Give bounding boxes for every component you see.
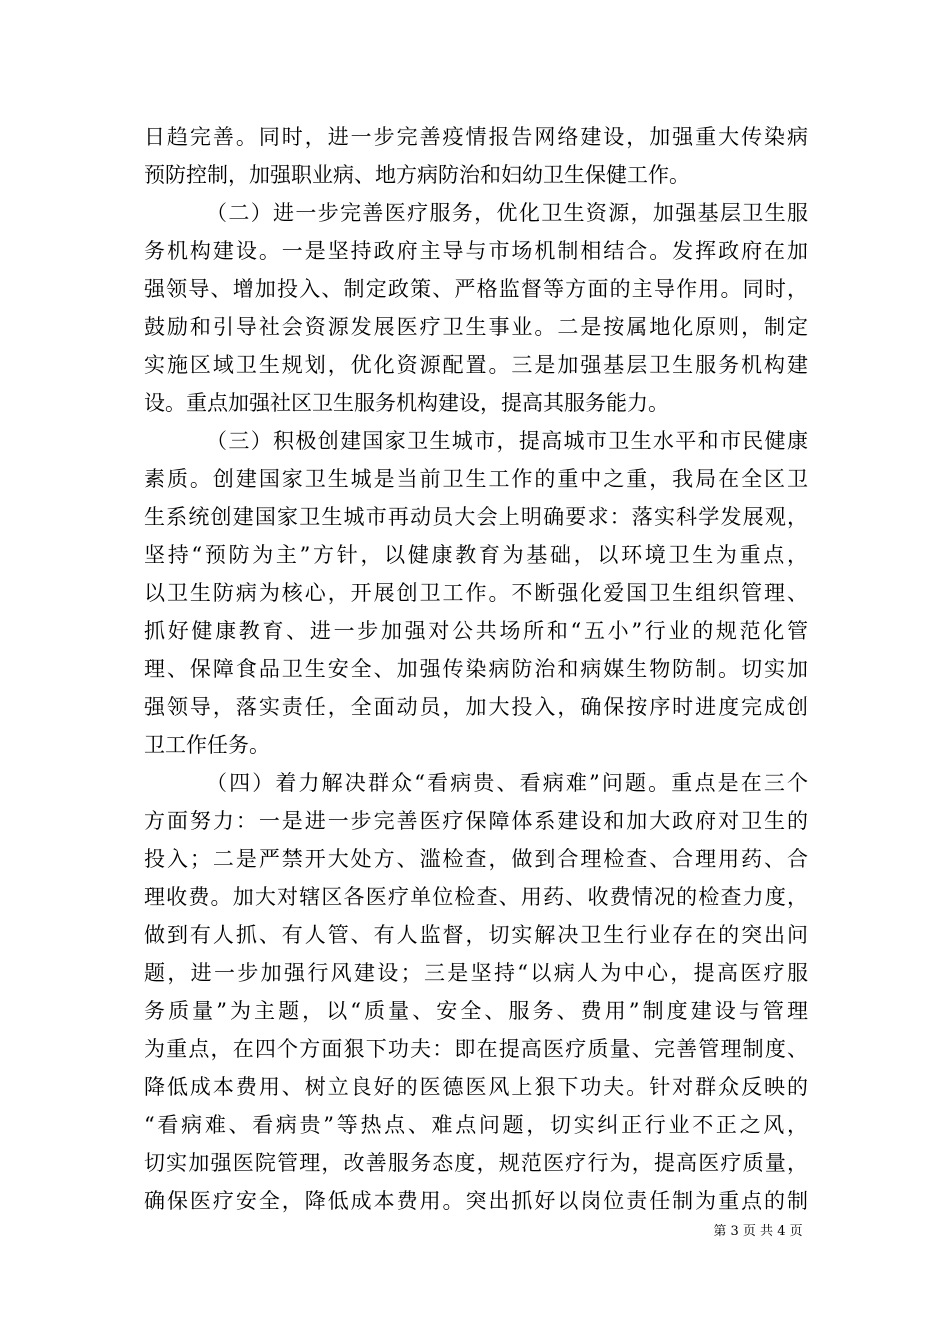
paragraph-3 xyxy=(144,422,808,764)
text-line: 做到有人抓、有人管、有人监督，切实解决卫生行业存在的突出问 xyxy=(144,923,808,947)
text-line: 坚持“预防为主”方针，以健康教育为基础，以环境卫生为重点， xyxy=(144,543,808,567)
text-line: 预防控制，加强职业病、地方病防治和妇幼卫生保健工作。 xyxy=(144,163,690,187)
text-line: 实施区域卫生规划，优化资源配置。三是加强基层卫生服务机构建 xyxy=(144,353,808,377)
paragraph-4 xyxy=(144,764,808,1220)
text-line: （四）着力解决群众“看病贵、看病难”问题。重点是在三个 xyxy=(206,771,808,795)
text-line: “看病难、看病贵”等热点、难点问题，切实纠正行业不正之风， xyxy=(144,1113,808,1137)
text-line: 题，进一步加强行风建设；三是坚持“以病人为中心，提高医疗服 xyxy=(144,961,808,985)
paragraph-2 xyxy=(144,194,808,422)
text-line: （三）积极创建国家卫生城市，提高城市卫生水平和市民健康 xyxy=(206,429,808,453)
text-line: 强领导，落实责任，全面动员，加大投入，确保按序时进度完成创 xyxy=(144,695,808,719)
text-line: 理收费。加大对辖区各医疗单位检查、用药、收费情况的检查力度， xyxy=(144,885,808,909)
text-line: 强领导、增加投入、制定政策、严格监督等方面的主导作用。同时， xyxy=(144,277,808,301)
text-line: 务机构建设。一是坚持政府主导与市场机制相结合。发挥政府在加 xyxy=(144,239,808,263)
document-body xyxy=(144,118,808,1220)
paragraph-1-continued xyxy=(144,118,808,194)
text-line: （二）进一步完善医疗服务，优化卫生资源，加强基层卫生服 xyxy=(206,201,808,225)
text-line: 生系统创建国家卫生城市再动员大会上明确要求：落实科学发展观， xyxy=(144,505,808,529)
text-line: 务质量”为主题，以“质量、安全、服务、费用”制度建设与管理 xyxy=(144,999,808,1023)
text-line: 抓好健康教育、进一步加强对公共场所和“五小”行业的规范化管 xyxy=(144,619,808,643)
text-line: 为重点，在四个方面狠下功夫：即在提高医疗质量、完善管理制度、 xyxy=(144,1037,808,1061)
text-line: 确保医疗安全，降低成本费用。突出抓好以岗位责任制为重点的制 xyxy=(144,1189,808,1213)
text-line: 投入；二是严禁开大处方、滥检查，做到合理检查、合理用药、合 xyxy=(144,847,808,871)
text-line: 以卫生防病为核心，开展创卫工作。不断强化爱国卫生组织管理、 xyxy=(144,581,808,605)
text-line: 方面努力：一是进一步完善医疗保障体系建设和加大政府对卫生的 xyxy=(144,809,808,833)
text-line: 卫工作任务。 xyxy=(144,733,270,757)
text-line: 日趋完善。同时，进一步完善疫情报告网络建设，加强重大传染病 xyxy=(144,125,808,149)
text-line: 设。重点加强社区卫生服务机构建设，提高其服务能力。 xyxy=(144,391,669,415)
page-footer xyxy=(0,1220,950,1239)
text-line: 素质。创建国家卫生城是当前卫生工作的重中之重，我局在全区卫 xyxy=(144,467,808,491)
text-line: 理、保障食品卫生安全、加强传染病防治和病媒生物防制。切实加 xyxy=(144,657,808,681)
text-line: 切实加强医院管理，改善服务态度，规范医疗行为，提高医疗质量， xyxy=(144,1151,808,1175)
text-line: 鼓励和引导社会资源发展医疗卫生事业。二是按属地化原则，制定 xyxy=(144,315,808,339)
text-line: 降低成本费用、树立良好的医德医风上狠下功夫。针对群众反映的 xyxy=(144,1075,808,1099)
page-number: 第 3 页 共 4 页 xyxy=(713,1224,803,1239)
